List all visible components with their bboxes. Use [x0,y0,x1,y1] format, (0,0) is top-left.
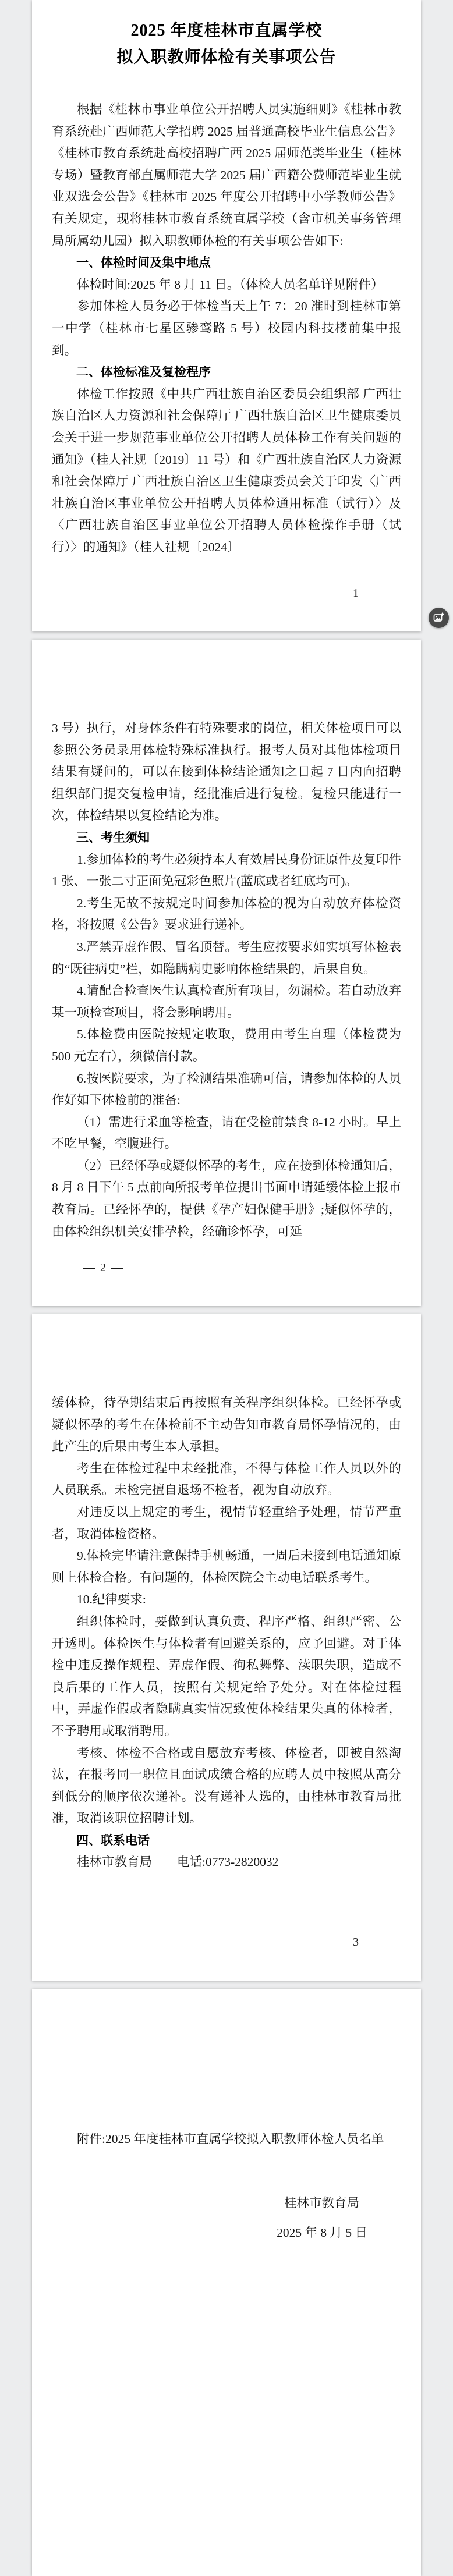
paragraph: 根据《桂林市事业单位公开招聘人员实施细则》《桂林市教育系统赴广西师范大学招聘 2025 届普通高校毕业生信息公告》《桂林市教育系统赴高校招聘广西 2025 届师范类毕业生（桂林专场）暨教育部直属师范大学 2025 届广西籍公费师范毕业生就业双选会公告》《桂林市 2025 年度公开招聘中小学教师公告》有关规定，现将桂林市教育系统直属学校（含市机关事务管理局所属幼儿园）拟入职教师体检的有关事项公告如下: [52,102,401,248]
page-4 [32,1989,421,2576]
document-title-line: 2025 年度桂林市直属学校 [130,22,323,40]
paragraph: 桂林市教育局 电话:0773-2820032 [77,1855,279,1869]
capture-plus-icon [433,612,444,623]
document-title-line: 拟入职教师体检有关事项公告 [116,48,337,66]
screenshot-capture-button[interactable] [429,608,449,628]
issuer-signature: 桂林市教育局 [284,2195,359,2210]
document-title [52,17,401,71]
section-heading: 四、联系电话 [76,1833,150,1847]
issue-date: 2025 年 8 月 5 日 [277,2226,367,2240]
paragraph: 1.参加体检的考生必须持本人有效居民身份证原件及复印件 1 张、一张二寸正面免冠彩色照片(蓝底或者红底均可)。 [52,852,401,889]
paragraph: 体检工作按照《中共广西壮族自治区委员会组织部 广西壮族自治区人力资源和社会保障厅 广西壮族自治区卫生健康委员会关于进一步规范事业单位公开招聘人员体检工作有关问题的通知》（桂人社规〔2019〕11 号）和《广西壮族自治区人力资源和社会保障厅 广西壮族自治区卫生健康委员会关于印发〈广西壮族自治区事业单位公开招聘人员体检通用标准（试行）〉及〈广西壮族自治区事业单位公开招聘人员体检操作手册（试行）〉的通知》（桂人社规〔2024〕 [52,386,401,554]
page-number: — 2 — [83,1261,124,1275]
page-number: — 3 — [336,1936,377,1949]
paragraph: 3.严禁弄虚作假、冒名顶替。考生应按要求如实填写体检表的“既往病史”栏，如隐瞒病史影响体检结果的，后果自负。 [52,939,401,976]
paragraph: 对违反以上规定的考生，视情节轻重给予处理，情节严重者，取消体检资格。 [52,1505,401,1541]
paragraph: 组织体检时，要做到认真负责、程序严格、组织严密、公开透明。体检医生与体检者有回避关系的，应予回避。对于体检中违反操作规程、弄虚作假、徇私舞弊、渎职失职，造成不良后果的工作人员，按照有关规定给予处分。对在体检过程中，弄虚作假或者隐瞒真实情况致使体检结果失真的体检者，不予聘用或取消聘用。 [52,1614,401,1738]
section-heading: 一、体检时间及集中地点 [76,256,211,270]
paragraph: 体检时间:2025 年 8 月 11 日。（体检人员名单详见附件） [77,277,384,292]
paragraph: 考生在体检过程中未经批准，不得与体检工作人员以外的人员联系。未检完擅自退场不检者，视为自动放弃。 [52,1461,401,1498]
paragraph-continuation: 缓体检，待孕期结束后再按照有关程序组织体检。已经怀孕或疑似怀孕的考生在体检前不主动告知市教育局怀孕情况的，由此产生的后果由考生本人承担。 [52,1396,401,1454]
page-number: — 1 — [336,587,377,600]
paragraph: （1）需进行采血等检查，请在受检前禁食 8-12 小时。早上不吃早餐，空腹进行。 [52,1115,401,1151]
paragraph: 5.体检费由医院按规定收取，费用由考生自理（体检费为 500 元左右），须微信付款。 [52,1027,401,1063]
paragraph: 9.体检完毕请注意保持手机畅通，一周后未接到电话通知原则上体检合格。有问题的，体检医院会主动电话联系考生。 [52,1549,401,1585]
page-2 [32,640,421,1306]
section-heading: 二、体检标准及复检程序 [76,365,211,379]
paragraph-continuation: 3 号）执行，对身体条件有特殊要求的岗位，相关体检项目可以参照公务员录用体检特殊标准执行。报考人员对其他体检项目结果有疑问的，可以在接到体检结论通知之日起 7 日内向招聘组织部门提交复检申请，经批准后进行复检。复检只能进行一次，体检结果以复检结论为准。 [52,721,401,823]
page-1 [32,0,421,631]
paragraph: （2）已经怀孕或疑似怀孕的考生，应在接到体检通知后，8 月 8 日下午 5 点前向所报考单位提出书面申请延缓体检上报市教育局。已经怀孕的，提供《孕产妇保健手册》;疑似怀孕的，由体检组织机关安排孕检，经确诊怀孕，可延 [52,1158,401,1239]
section-heading: 三、考生须知 [76,830,150,845]
paragraph: 4.请配合检查医生认真检查所有项目，勿漏检。若自动放弃某一项检查项目，将会影响聘用。 [52,984,401,1020]
paragraph: 2.考生无故不按规定时间参加体检的视为自动放弃体检资格，将按照《公告》要求进行递补。 [52,896,401,932]
paragraph: 参加体检人员务必于体检当天上午 7：20 准时到桂林市第一中学（桂林市七星区骖鸾路 5 号）校园内科技楼前集中报到。 [52,299,401,357]
page-3 [32,1314,421,1981]
attachment-note: 附件:2025 年度桂林市直属学校拟入职教师体检人员名单 [77,2132,384,2146]
paragraph: 考核、体检不合格或自愿放弃考核、体检者，即被自然淘汰，在报考同一职位且面试成绩合格的应聘人员中按照从高分到低分的顺序依次递补。没有递补人选的，由桂林市教育局批准，取消该职位招聘计划。 [52,1745,401,1826]
paragraph: 6.按医院要求，为了检测结果准确可信，请参加体检的人员作好如下体检前的准备: [52,1071,401,1108]
paragraph: 10.纪律要求: [77,1592,146,1607]
